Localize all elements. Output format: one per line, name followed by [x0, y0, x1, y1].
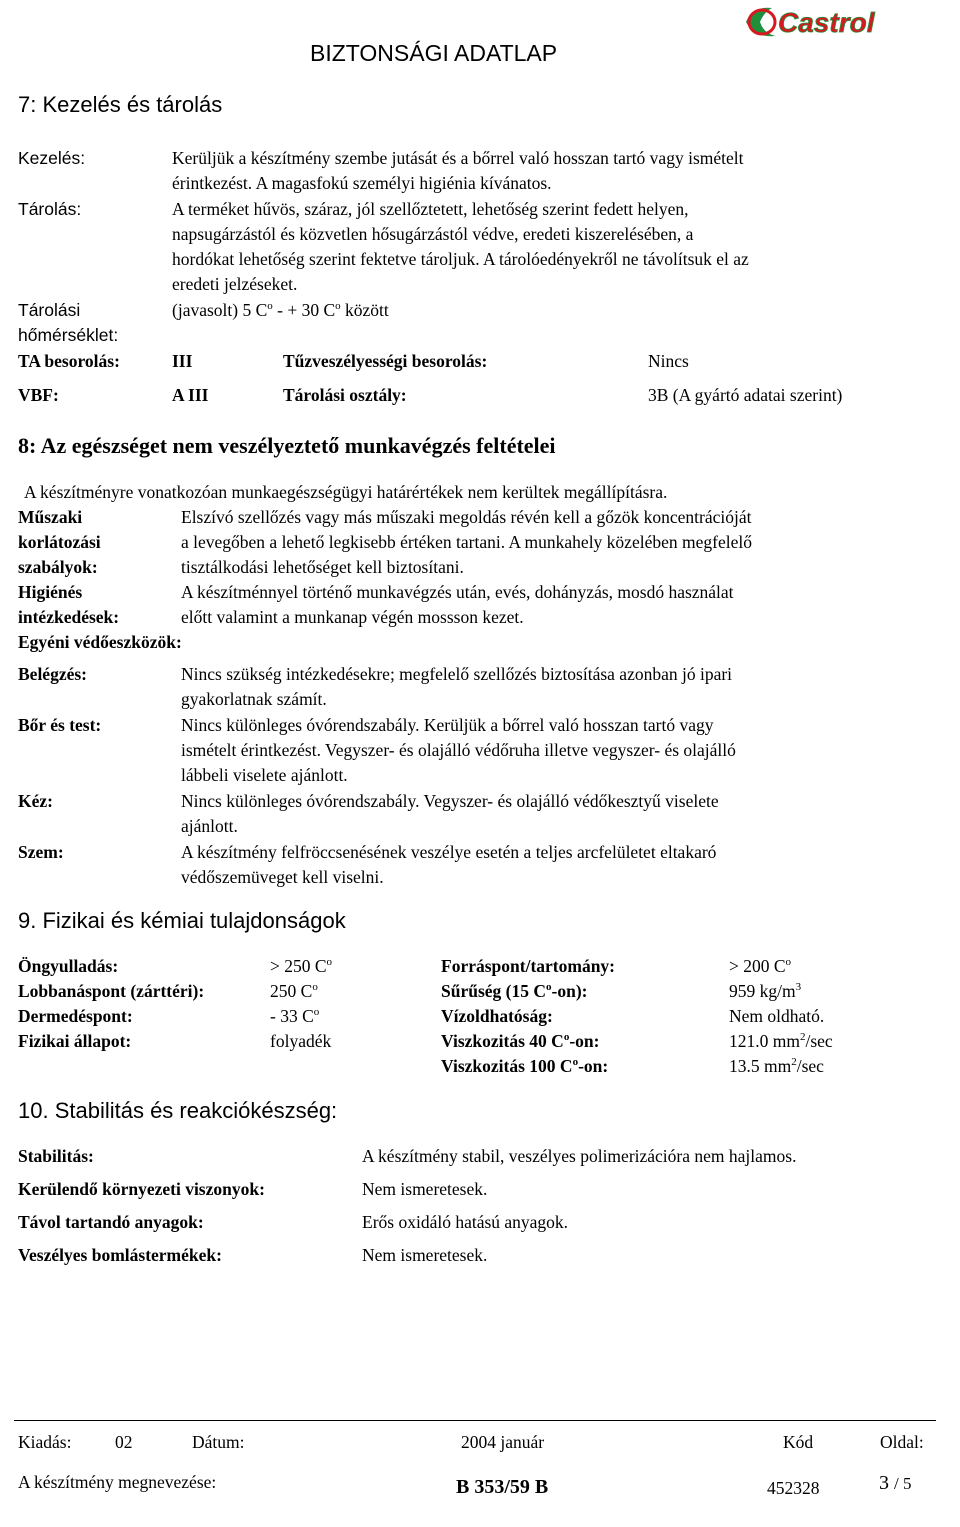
- code-label: Kód: [783, 1432, 814, 1452]
- vbf-value: A III: [172, 385, 209, 405]
- temp-value: (javasolt) 5 $C^o$ - + 30 $C^o$ között: [172, 300, 389, 320]
- castrol-logo-text: Castrol: [778, 7, 875, 38]
- hand-line-2: ajánlott.: [181, 816, 238, 836]
- product-value: B 353/59 B: [456, 1476, 549, 1498]
- boil-value: > 200 $C^o$: [729, 956, 792, 976]
- code-value: 452328: [767, 1478, 820, 1498]
- pour-label: Dermedéspont:: [18, 1006, 133, 1026]
- decomp-label: Veszélyes bomlástermékek:: [18, 1245, 222, 1265]
- stab-value: A készítmény stabil, veszélyes polimerizációra nem hajlamos.: [362, 1146, 797, 1166]
- tarolas-line-3: hordókat lehetőség szerint fektetve tároljuk. A tárolóedényekről ne távolítsuk el az: [172, 249, 749, 269]
- boil-label: Forráspont/tartomány:: [441, 956, 616, 976]
- document-title: BIZTONSÁGI ADATLAP: [310, 40, 558, 66]
- density-label: Sűrűség (15 $C^o-on$):: [441, 981, 588, 1001]
- state-label: Fizikai állapot:: [18, 1031, 132, 1051]
- decomp-value: Nem ismeretesek.: [362, 1245, 488, 1265]
- eye-line-1: A készítmény felfröccsenésének veszélye esetén a teljes arcfelületet eltakaró: [181, 842, 717, 862]
- temp-label-2: hőmérséklet:: [18, 325, 119, 345]
- skin-label: Bőr és test:: [18, 715, 102, 735]
- density-value: 959 $kg/m^3$: [729, 981, 802, 1001]
- autoign-value: > 250 $C^o$: [270, 956, 333, 976]
- water-value: Nem oldható.: [729, 1006, 825, 1026]
- fire-value: Nincs: [648, 351, 689, 371]
- hand-line-1: Nincs különleges óvórendszabály. Vegyszer- és olajálló védőkesztyű viselete: [181, 791, 719, 811]
- section-8-title: 8: Az egészséget nem veszélyeztető munkavégzés feltételei: [18, 433, 556, 458]
- ta-value: III: [172, 351, 193, 371]
- class-value: 3B (A gyártó adatai szerint): [648, 385, 843, 405]
- tech-line-1: Elszívó szellőzés vagy más műszaki megoldás révén kell a gőzök koncentrációját: [181, 507, 752, 527]
- tech-label-2: korlátozási: [18, 532, 101, 552]
- hand-label: Kéz:: [18, 791, 53, 811]
- stab-label: Stabilitás:: [18, 1146, 94, 1166]
- tech-line-3: tisztálkodási lehetőséget kell biztosítani.: [181, 557, 464, 577]
- hyg-line-2: előtt valamint a munkanap végén mossson kezet.: [181, 607, 524, 627]
- ta-label: TA besorolás:: [18, 351, 120, 371]
- kezeles-label: Kezelés:: [18, 148, 86, 168]
- issue-value: 02: [115, 1432, 133, 1452]
- page-value: 3 / 5: [879, 1472, 912, 1494]
- eye-line-2: védőszemüveget kell viselni.: [181, 867, 384, 887]
- pour-value: - 33 $C^o$: [270, 1006, 320, 1026]
- avoid-value: Nem ismeretesek.: [362, 1179, 488, 1199]
- breath-line-2: gyakorlatnak számít.: [181, 689, 327, 709]
- section-10-title: 10. Stabilitás és reakciókészség:: [18, 1098, 338, 1123]
- castrol-logo: [742, 2, 902, 40]
- hyg-label-2: intézkedések:: [18, 607, 120, 627]
- visc40-label: Viszkozitás 40 $C^o-on$:: [441, 1031, 600, 1051]
- tech-line-2: a levegőben a lehető legkisebb értéken tartani. A munkahely közelében megfelelő: [181, 532, 752, 552]
- section-7-title: 7: Kezelés és tárolás: [18, 92, 223, 117]
- hyg-line-1: A készítménnyel történő munkavégzés után, evés, dohányzás, mosdó használat: [181, 582, 734, 602]
- kezeles-line-1: Kerüljük a készítmény szembe jutását és a bőrrel való hosszan tartó vagy ismételt: [172, 148, 744, 168]
- footer-rule: [14, 1420, 936, 1421]
- class-label: Tárolási osztály:: [283, 385, 407, 405]
- visc40-value: 121.0 $mm^2/\sec$: [729, 1031, 833, 1051]
- materials-label: Távol tartandó anyagok:: [18, 1212, 204, 1232]
- tarolas-line-4: eredeti jelzéseket.: [172, 274, 298, 294]
- date-label: Dátum:: [192, 1432, 245, 1452]
- date-value: 2004 január: [461, 1432, 545, 1452]
- avoid-label: Kerülendő környezeti viszonyok:: [18, 1179, 265, 1199]
- tarolas-label: Tárolás:: [18, 199, 82, 219]
- skin-line-1: Nincs különleges óvórendszabály. Kerüljük a bőrrel való hosszan tartó vagy: [181, 715, 714, 735]
- flash-value: 250 $C^o$: [270, 981, 318, 1001]
- tarolas-line-2: napsugárzástól és közvetlen hősugárzástól védve, eredeti kiszerelésében, a: [172, 224, 694, 244]
- vbf-label: VBF:: [18, 385, 59, 405]
- visc100-label: Viszkozitás 100 $C^o-on$:: [441, 1056, 609, 1076]
- tech-label-3: szabályok:: [18, 557, 98, 577]
- kezeles-line-2: érintkezést. A magasfokú személyi higiénia kívánatos.: [172, 173, 552, 193]
- tech-label-1: Műszaki: [18, 507, 83, 527]
- tarolas-line-1: A terméket hűvös, száraz, jól szellőztetett, lehetőség szerint fedett helyen,: [172, 199, 689, 219]
- eye-label: Szem:: [18, 842, 64, 862]
- flash-label: Lobbanáspont (zárttéri):: [18, 981, 205, 1001]
- hyg-label-1: Higiénés: [18, 582, 83, 602]
- s8-intro: A készítményre vonatkozóan munkaegészségügyi határértékek nem kerültek megállípításra.: [24, 482, 668, 502]
- issue-label: Kiadás:: [18, 1432, 72, 1452]
- breath-label: Belégzés:: [18, 664, 87, 684]
- water-label: Vízoldhatóság:: [441, 1006, 553, 1026]
- autoign-label: Öngyulladás:: [18, 956, 119, 976]
- section-9-title: 9. Fizikai és kémiai tulajdonságok: [18, 908, 346, 933]
- skin-line-2: ismételt érintkezést. Vegyszer- és olajálló védőruha illetve vegyszer- és olajálló: [181, 740, 736, 760]
- page-label: Oldal:: [880, 1432, 924, 1452]
- skin-line-3: lábbeli viselete ajánlott.: [181, 765, 348, 785]
- fire-label: Tűzveszélyességi besorolás:: [283, 351, 488, 371]
- temp-label-1: Tárolási: [18, 300, 81, 320]
- materials-value: Erős oxidáló hatású anyagok.: [362, 1212, 569, 1232]
- visc100-value: 13.5 $mm^2/\sec$: [729, 1056, 824, 1076]
- breath-line-1: Nincs szükség intézkedésekre; megfelelő szellőzés biztosítása azonban jó ipari: [181, 664, 733, 684]
- state-value: folyadék: [270, 1031, 332, 1051]
- ppe-label: Egyéni védőeszközök:: [18, 632, 182, 652]
- product-label: A készítmény megnevezése:: [18, 1472, 217, 1492]
